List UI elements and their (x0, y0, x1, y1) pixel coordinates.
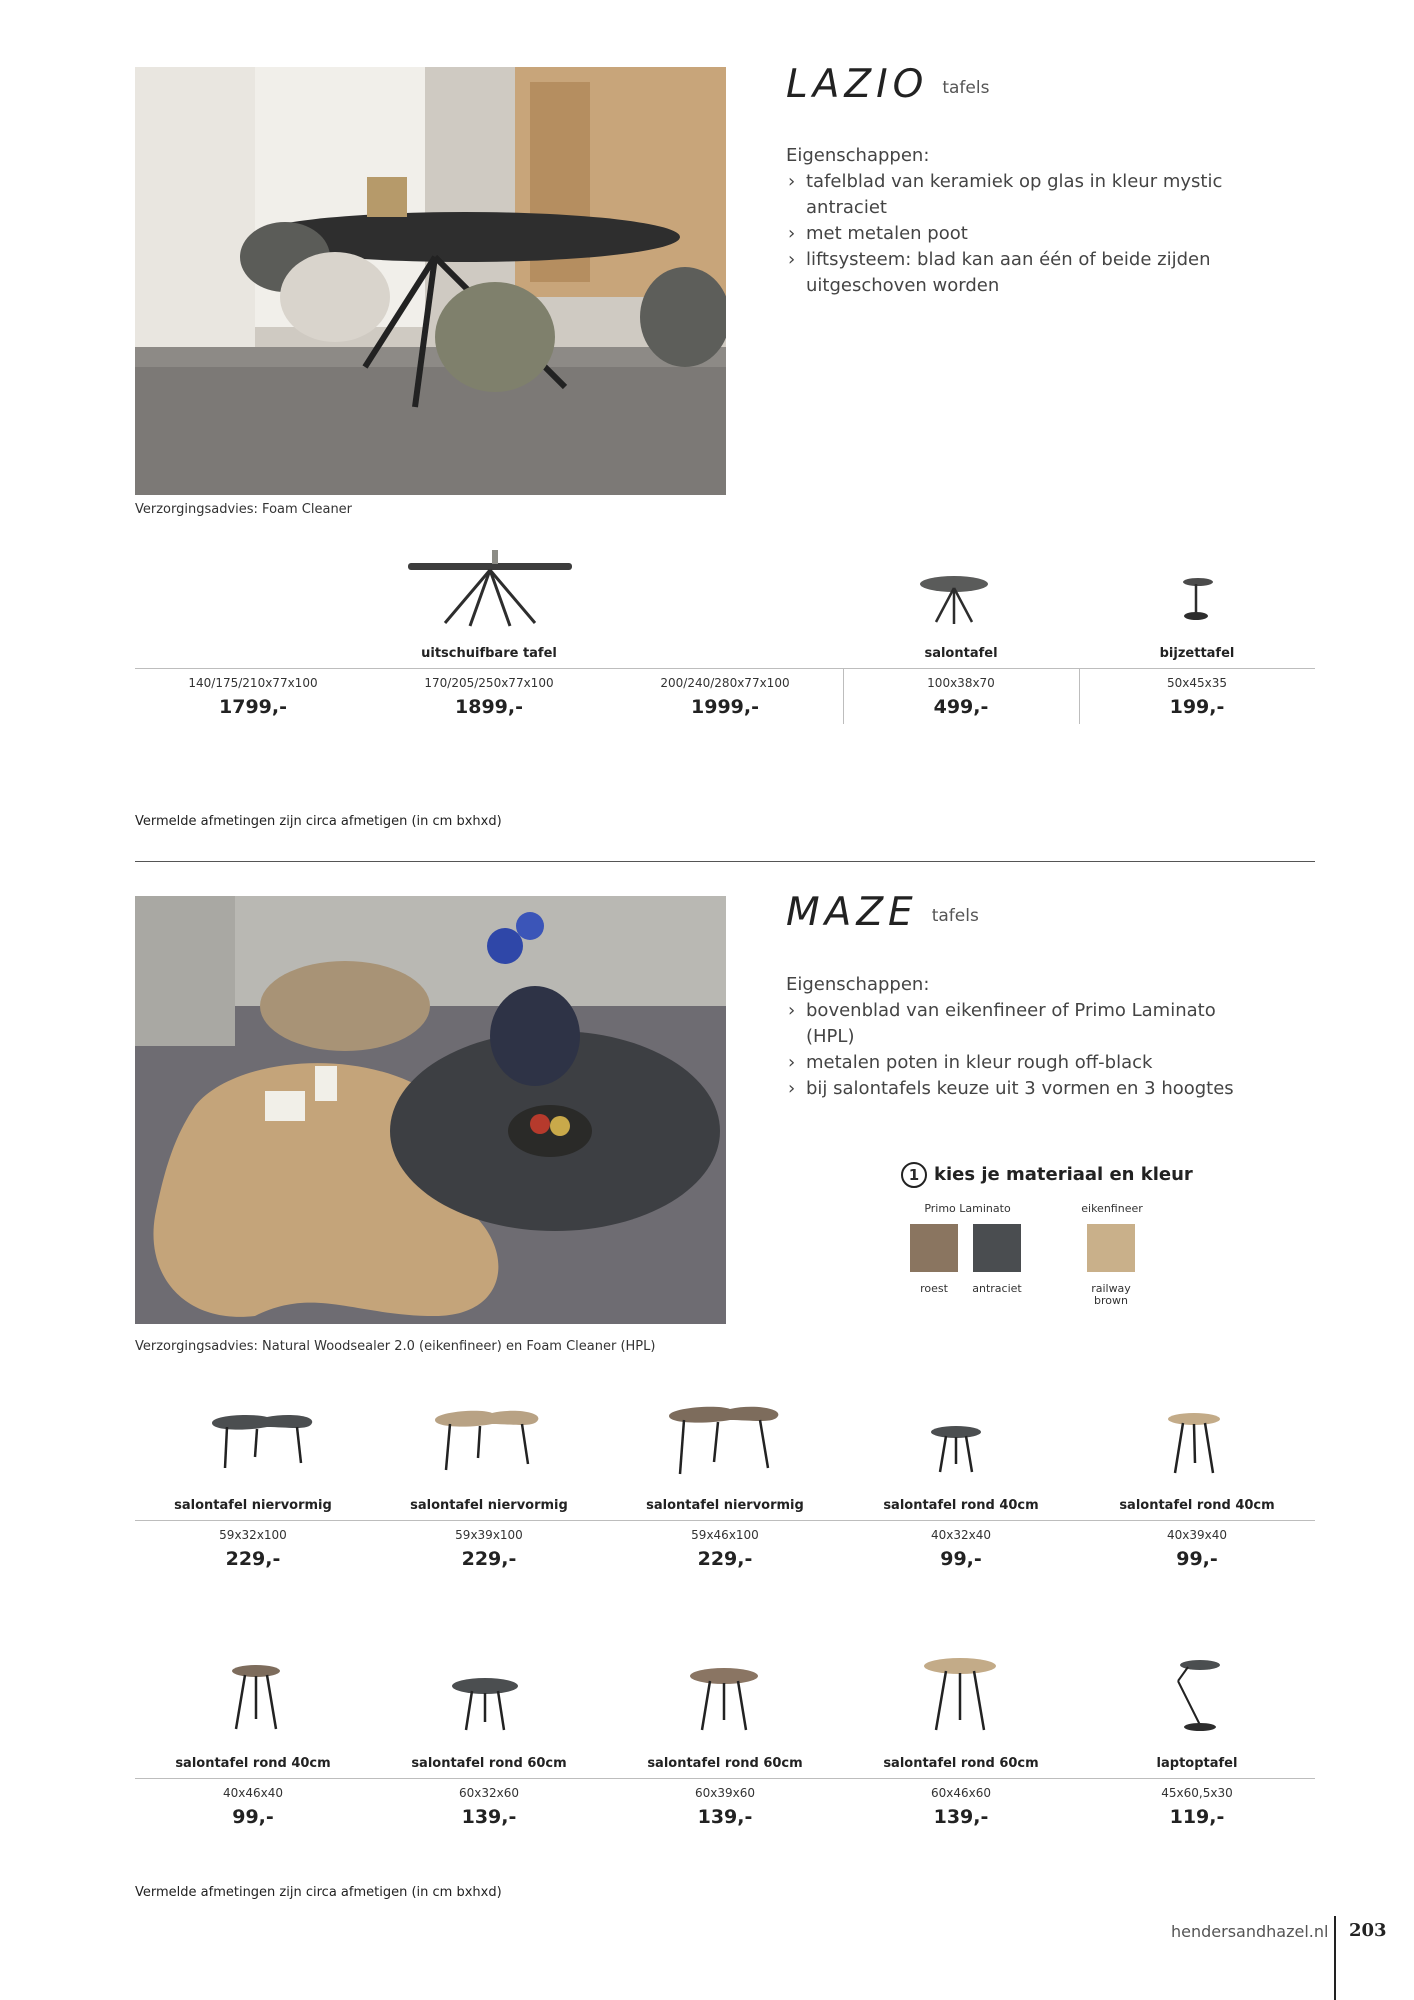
features-heading: Eigenschappen: (786, 145, 930, 166)
maze-photo (135, 896, 726, 1324)
item-price: 139,- (933, 1806, 989, 1828)
coffee-table-icon (916, 570, 992, 626)
color-swatch-roest[interactable] (910, 1224, 958, 1272)
footer-separator (1334, 1916, 1336, 2000)
product-label: laptoptafel (1156, 1756, 1238, 1771)
product-label: salontafel rond 40cm (883, 1498, 1039, 1513)
group-label: bijzettafel (1159, 646, 1235, 661)
item-dimensions: 59x39x100 (455, 1528, 523, 1542)
color-swatch-railway-brown[interactable] (1087, 1224, 1135, 1272)
item-dimensions: 40x32x40 (930, 1528, 991, 1542)
features-list (786, 143, 1226, 299)
item-dimensions: 59x32x100 (219, 1528, 287, 1542)
swatch-label: roest (920, 1282, 948, 1295)
swatch-label: railway brown (1091, 1282, 1131, 1307)
item-dimensions: 100x38x70 (927, 676, 995, 690)
item-price: 99,- (1176, 1548, 1218, 1570)
round-table-icon (928, 1424, 984, 1474)
material-group-label: Primo Laminato (924, 1202, 1011, 1215)
round-table-icon (1165, 1411, 1223, 1475)
maze-price-table-row2 (135, 1750, 1315, 1840)
product-label: salontafel niervormig (174, 1498, 332, 1513)
item-dimensions: 200/240/280x77x100 (660, 676, 790, 690)
item-dimensions: 170/205/250x77x100 (424, 676, 554, 690)
lazio-photo (135, 67, 726, 495)
feature-item: › met metalen poot (786, 221, 1226, 247)
kidney-table-icon (664, 1404, 784, 1476)
material-picker-title: kies je materiaal en kleur (934, 1164, 1193, 1185)
product-category: tafels (931, 906, 979, 926)
item-price: 1799,- (219, 696, 287, 718)
section-divider (135, 861, 1315, 862)
item-price: 229,- (225, 1548, 281, 1570)
table-rule (135, 1520, 1315, 1521)
kidney-table-icon (207, 1413, 317, 1473)
item-dimensions: 60x32x60 (458, 1786, 519, 1800)
item-dimensions: 45x60,5x30 (1161, 1786, 1233, 1800)
item-dimensions: 40x39x40 (1166, 1528, 1227, 1542)
footer-website[interactable]: hendersandhazel.nl (1171, 1922, 1329, 1941)
dimensions-note: Vermelde afmetingen zijn circa afmetigen (in cm bxhxd) (135, 1885, 502, 1900)
round-table-icon (688, 1666, 760, 1732)
group-label: uitschuifbare tafel (421, 646, 557, 661)
item-price: 99,- (940, 1548, 982, 1570)
feature-item: › metalen poten in kleur rough off-black (786, 1050, 1246, 1076)
item-dimensions: 60x39x60 (694, 1786, 755, 1800)
swatch-label: antraciet (972, 1282, 1022, 1295)
features-heading: Eigenschappen: (786, 974, 930, 995)
dimensions-note: Vermelde afmetingen zijn circa afmetigen (in cm bxhxd) (135, 814, 502, 829)
product-label: salontafel niervormig (646, 1498, 804, 1513)
side-table-icon (1178, 576, 1214, 622)
extendable-table-icon (400, 548, 580, 628)
round-table-icon (922, 1656, 998, 1732)
round-table-icon (228, 1663, 284, 1731)
laptop-table-icon (1170, 1659, 1224, 1733)
kidney-table-icon (430, 1408, 544, 1474)
item-price: 1899,- (455, 696, 523, 718)
product-category: tafels (942, 78, 990, 98)
product-name: LAZIO (786, 62, 929, 107)
product-label: salontafel rond 40cm (175, 1756, 331, 1771)
group-label: salontafel (924, 646, 998, 661)
product-label: salontafel niervormig (410, 1498, 568, 1513)
product-title (786, 890, 979, 935)
features-list (786, 972, 1246, 1102)
item-price: 119,- (1169, 1806, 1225, 1828)
table-rule (135, 668, 1315, 669)
item-dimensions: 50x45x35 (1166, 676, 1227, 690)
product-label: salontafel rond 60cm (883, 1756, 1039, 1771)
feature-item: › liftsysteem: blad kan aan één of beide zijden uitgeschoven worden (786, 247, 1226, 299)
product-label: salontafel rond 60cm (647, 1756, 803, 1771)
product-name: MAZE (786, 890, 918, 935)
product-label: salontafel rond 60cm (411, 1756, 567, 1771)
feature-item: › bij salontafels keuze uit 3 vormen en 3 hoogtes (786, 1076, 1246, 1102)
item-price: 1999,- (691, 696, 759, 718)
item-dimensions: 40x46x40 (222, 1786, 283, 1800)
feature-item: › tafelblad van keramiek op glas in kleur mystic antraciet (786, 169, 1226, 221)
item-price: 499,- (933, 696, 989, 718)
product-title (786, 62, 989, 107)
item-dimensions: 60x46x60 (930, 1786, 991, 1800)
item-price: 99,- (232, 1806, 274, 1828)
table-rule (135, 1778, 1315, 1779)
material-group-label: eikenfineer (1081, 1202, 1143, 1215)
item-price: 229,- (697, 1548, 753, 1570)
round-table-icon (450, 1676, 520, 1732)
care-advice: Verzorgingsadvies: Natural Woodsealer 2.0 (eikenfineer) en Foam Cleaner (HPL) (135, 1339, 656, 1354)
item-price: 139,- (461, 1806, 517, 1828)
step-number: 1 (901, 1162, 927, 1188)
item-price: 139,- (697, 1806, 753, 1828)
item-dimensions: 59x46x100 (691, 1528, 759, 1542)
page-number: 203 (1349, 1920, 1387, 1941)
item-price: 229,- (461, 1548, 517, 1570)
product-label: salontafel rond 40cm (1119, 1498, 1275, 1513)
lazio-price-table (135, 640, 1315, 730)
color-swatch-antraciet[interactable] (973, 1224, 1021, 1272)
care-advice: Verzorgingsadvies: Foam Cleaner (135, 502, 353, 517)
maze-price-table-row1 (135, 1492, 1315, 1582)
feature-item: › bovenblad van eikenfineer of Primo Laminato (HPL) (786, 998, 1246, 1050)
item-dimensions: 140/175/210x77x100 (188, 676, 318, 690)
item-price: 199,- (1169, 696, 1225, 718)
